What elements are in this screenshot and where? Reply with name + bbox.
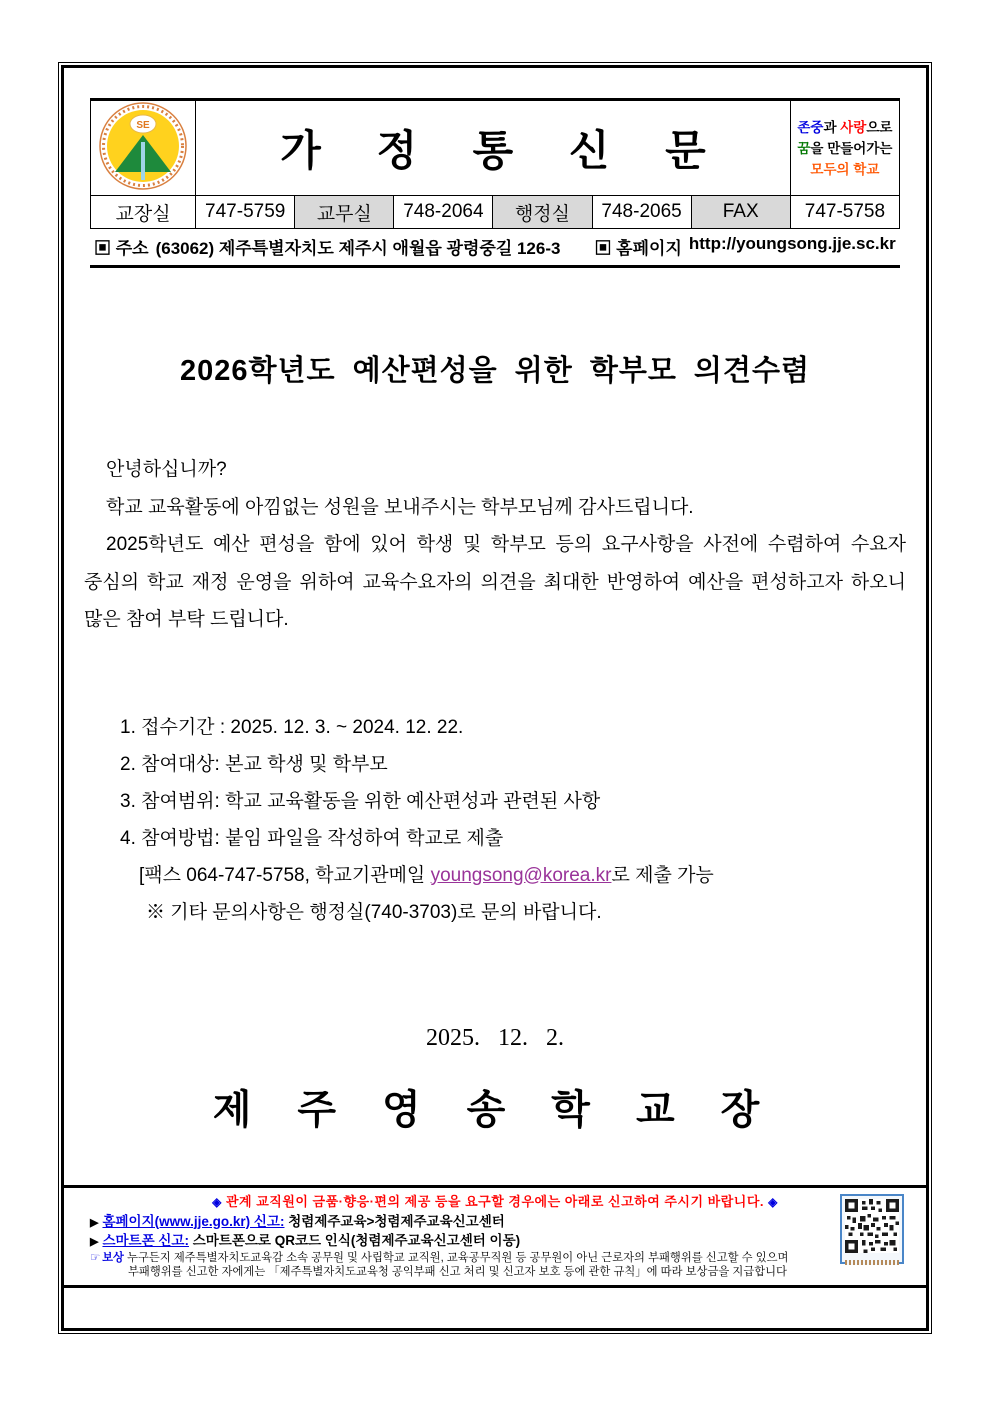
body-paragraph: 2025학년도 예산 편성을 함에 있어 학생 및 학부모 등의 요구사항을 사전에 수렴하여 수요자 중심의 학교 재정 운영을 위하여 교육수요자의 의견을 최대한 반영하여 예산을 편성하고자 하오니 많은 참여 부탁 드립니다. — [84, 534, 906, 630]
report-footer — [64, 1185, 926, 1288]
triangle-bullet-icon: ▶ — [90, 1216, 99, 1229]
report-notice: ◈ 관계 교직원이 금품·향응·편의 제공 등을 요구할 경우에는 아래로 신고하여 주시기 바랍니다. ◈ — [212, 1193, 778, 1209]
document-title: 2026학년도 예산편성을 위한 학부모 의견수렴 — [180, 355, 810, 387]
qr-code — [840, 1194, 904, 1264]
address-value: (63062) 제주특별자치도 제주시 애월읍 광령중길 126-3 — [155, 239, 561, 258]
document-date: 2025. 12. 2. — [426, 1024, 564, 1051]
contact-label-teachers: 교무실 — [295, 196, 394, 229]
homepage-report-link[interactable]: 홈페이지(www.jje.go.kr) 신고: — [102, 1213, 285, 1229]
homepage-label: ▣ 홈페이지 — [594, 239, 682, 258]
reward-line-2: 부패행위를 신고한 자에게는 「제주특별자치도교육청 공익부패 신고 처리 및 신고자 보호 등에 관한 규칙」에 따라 보상금을 지급합니다 — [128, 1266, 787, 1278]
school-homepage — [594, 234, 895, 259]
page-inner-border — [61, 65, 929, 1331]
school-email-link[interactable]: youngsong@korea.kr — [430, 864, 612, 886]
info-list — [120, 709, 896, 931]
smartphone-report-link[interactable]: 스마트폰 신고: — [102, 1232, 189, 1248]
greeting-line-2: 학교 교육활동에 아낌없는 성원을 보내주시는 학부모님께 감사드립니다. — [106, 496, 694, 518]
slogan-line-1: 존중과 사랑으로 — [797, 119, 893, 135]
inquiry-note: ※ 기타 문의사항은 행정실(740-3703)로 문의 바랍니다. — [146, 901, 602, 923]
report-item-homepage: ▶ 홈페이지(www.jje.go.kr) 신고: 청렴제주교육>청렴제주교육신고센터 — [90, 1213, 505, 1229]
greeting-line-1: 안녕하십니까? — [106, 459, 227, 480]
report-lines — [90, 1213, 814, 1280]
pointing-hand-icon: ☞ — [90, 1251, 101, 1264]
list-item-target: 2. 참여대상: 본교 학생 및 학부모 — [120, 753, 388, 775]
contact-value-teachers: 748-2064 — [394, 196, 493, 229]
diamond-icon: ◈ — [212, 1194, 222, 1209]
slogan-line-2: 꿈을 만들어가는 — [797, 140, 893, 156]
list-item-method: 4. 참여방법: 붙임 파일을 작성하여 학교로 제출 — [120, 827, 504, 849]
reward-line-1: ☞ 보상 누구든지 제주특별자치도교육감 소속 공무원 및 사립학교 교직원, 교육공무직원 등 공무원이 아닌 근로자의 부패행위를 신고할 수 있으며 — [90, 1251, 789, 1264]
document-body — [84, 451, 906, 639]
report-item-smartphone: ▶ 스마트폰 신고: 스마트폰으로 QR코드 인식(청렴제주교육신고센터 이동) — [90, 1232, 521, 1248]
address-line — [90, 229, 900, 268]
contact-label-fax: FAX — [691, 196, 790, 229]
contact-label-admin: 행정실 — [493, 196, 592, 229]
school-logo-icon — [99, 102, 187, 190]
contact-label-principal: 교장실 — [91, 196, 196, 229]
qr-caption — [845, 1260, 899, 1265]
page-border — [58, 62, 932, 1334]
masthead-title: 가 정 통 신 문 — [196, 100, 791, 196]
contact-value-admin: 748-2065 — [592, 196, 691, 229]
contact-value-principal: 747-5759 — [196, 196, 295, 229]
address-label: ▣ 주소 — [94, 239, 149, 258]
contact-value-fax: 747-5758 — [790, 196, 899, 229]
svg-text:SE: SE — [136, 119, 150, 131]
school-address — [94, 234, 560, 259]
logo-cell — [91, 100, 196, 196]
homepage-url: http://youngsong.jje.sc.kr — [688, 234, 896, 253]
school-slogan — [790, 100, 899, 196]
fax-email-line: [팩스 064-747-5758, 학교기관메일 youngsong@korea.kr로 제출 가능 — [139, 864, 714, 886]
list-item-period: 1. 접수기간 : 2025. 12. 3. ~ 2024. 12. 22. — [120, 716, 464, 738]
principal-signature: 제 주 영 송 학 교 장 — [212, 1086, 778, 1132]
triangle-bullet-icon: ▶ — [90, 1235, 99, 1248]
masthead — [90, 98, 900, 268]
diamond-icon: ◈ — [768, 1194, 778, 1209]
qr-code-image — [845, 1199, 899, 1253]
list-item-scope: 3. 참여범위: 학교 교육활동을 위한 예산편성과 관련된 사항 — [120, 790, 601, 812]
slogan-line-3: 모두의 학교 — [810, 161, 880, 177]
